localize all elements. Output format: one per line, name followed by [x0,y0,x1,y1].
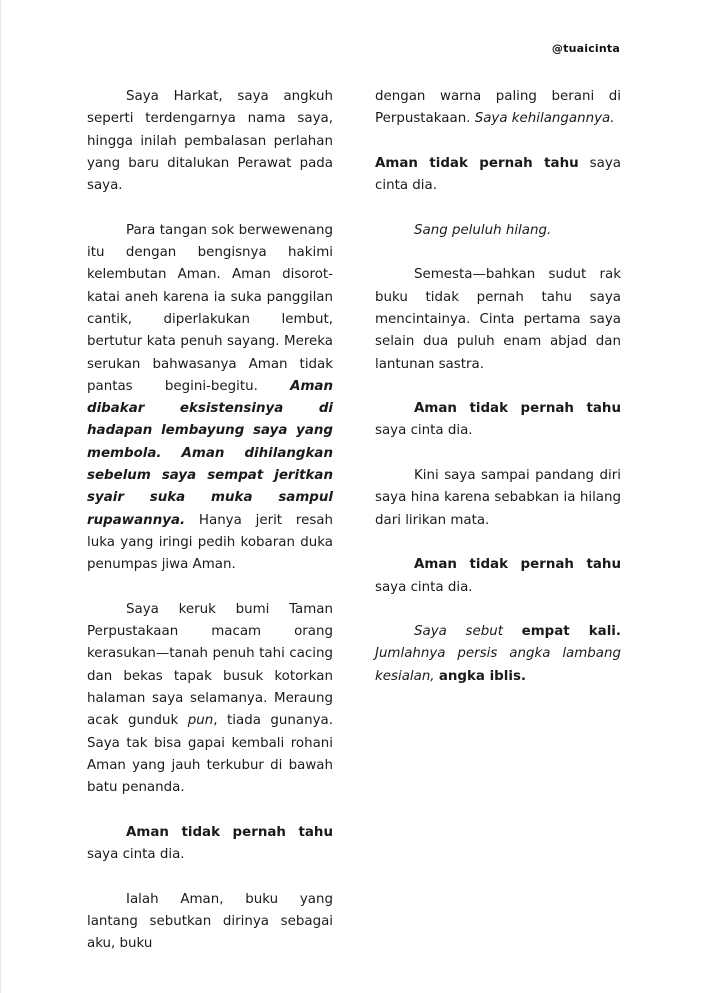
paragraph-sang-peluluh [375,220,621,242]
paragraph-harkat-intro: Saya Harkat, saya angkuh seperti terdengarnya nama saya, hingga inilah pembalasan perlahan yang baru ditalukan Perawat pada saya. [87,89,333,194]
paragraph-ialah-aman: Ialah Aman, buku yang lantang sebutkan dirinya sebagai aku, buku [87,891,333,952]
paragraph-semesta: Semesta—bahkan sudut rak buku tidak pernah tahu saya mencintainya. Cinta pertama saya selain dua puluh enam abjad dan lantunan sastra. [375,267,621,372]
refrain-bold: Aman tidak pernah tahu [414,401,621,417]
refrain-bold: Aman tidak pernah tahu [414,557,621,573]
paragraph-text: Para tangan sok berwewenang itu dengan bengisnya hakimi kelembutan Aman. Aman disorot-katai aneh karena ia suka panggilan cantik, diperlakukan lembut, bertutur kata penuh sayang. Mereka serukan bahwasanya Aman tidak pantas begini-begitu. [87,222,333,394]
refrain-paragraph [375,554,621,599]
paragraph-text: Saya keruk bumi Taman Perpustakaan macam orang kerasukan—tanah penuh tahi cacing dan bekas tapak busuk kotorkan halaman saya selamanya. Meraung acak gunduk [87,601,333,729]
emphasis-italic: pun [187,713,214,729]
refrain-bold: Aman tidak pernah tahu [375,155,579,171]
refrain-rest: saya cinta dia. [375,423,473,439]
paragraph-text: , tiada gunanya. Saya tak bisa gapai kembali rohani Aman yang jauh terkubur di bawah batu penanda. [87,713,333,796]
refrain-rest: saya cinta dia. [375,579,473,595]
refrain-paragraph [375,398,621,443]
paragraph-text: dengan warna paling berani di Perpustakaan. [375,89,621,127]
paragraph-kini-saya: Kini saya sampai pandang diri saya hina karena sebabkan ia hilang dari lirikan mata. [375,468,621,528]
emphasis-italic: Saya kehilangannya. [474,111,615,127]
emphasis-bold-italic: Aman dibakar eksistensinya di hadapan lembayung saya yang membola. Aman dihilangkan sebelum saya sempat jeritkan syair suka muka sampul rupawannya. [87,378,333,528]
left-column [87,86,333,956]
right-column [375,86,621,688]
paragraph-warna-berani [375,86,621,131]
emphasis-bold: angka iblis. [438,668,526,684]
refrain-paragraph [87,822,333,867]
emphasis-italic: Saya sebut [414,624,522,640]
author-handle: @tuaicinta [551,42,620,55]
emphasis-italic: Jumlahnya persis angka lambang kesialan, [375,646,621,684]
emphasis-italic: Sang peluluh hilang. [414,222,552,238]
refrain-bold: Aman tidak pernah tahu [126,824,333,840]
paragraph-text: Hanya jerit resah luka yang iringi pedih kobaran duka penumpas jiwa Aman. [87,512,333,573]
refrain-rest: saya cinta dia. [375,155,621,194]
refrain-paragraph [375,153,621,198]
paragraph-keruk-bumi [87,599,333,800]
paragraph-tangan-sok [87,220,333,577]
paragraph-angka-iblis [375,621,621,688]
emphasis-bold: empat kali. [521,624,621,640]
refrain-rest: saya cinta dia. [87,847,185,863]
